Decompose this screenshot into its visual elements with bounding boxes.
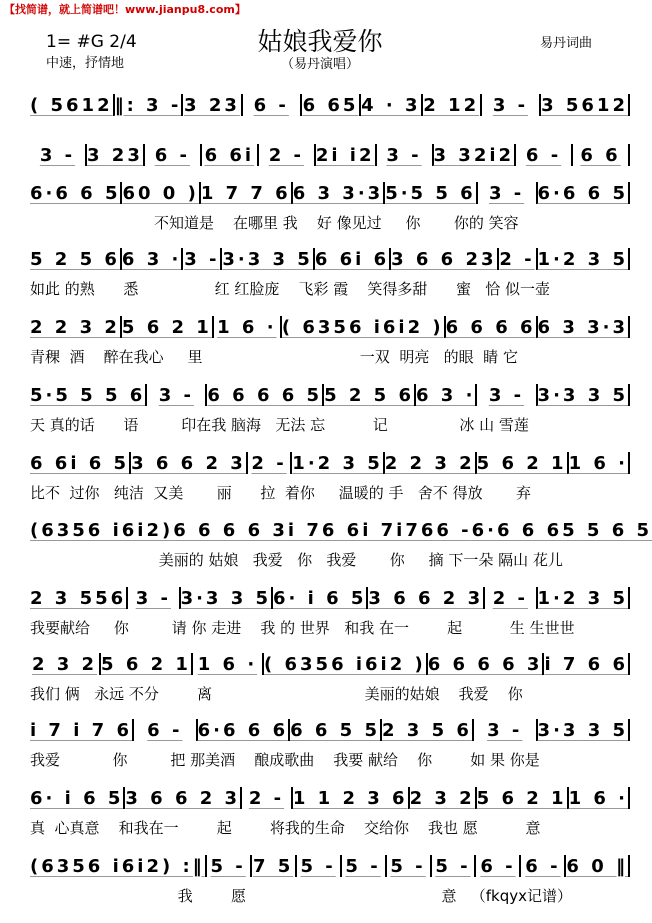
bar-line [628,144,630,166]
measure: 3·3 3 5 [537,384,629,406]
measure: 6 - [525,144,562,166]
notation-line [30,142,630,168]
measure: 1 1 2 3 6 [292,787,408,809]
measure: (6356 i6i2) :‖ [30,855,205,877]
song-title: 姑娘我爱你 [257,27,383,56]
singer: （易丹演唱） [280,57,359,72]
measure: 1·2 3 5 [292,452,383,474]
lyric-line: 我们 俩 永远 不分 离 美丽的姑娘 我爱 你 [30,685,523,703]
measure: 6·6 6 6 [471,519,563,541]
bar-line [628,653,630,675]
bar-line [628,587,630,609]
measure: 1·2 3 5 [537,587,628,609]
notation-line [30,180,630,206]
measure: 2 - [248,787,285,809]
lyric-line [30,124,630,144]
bar-line [628,248,630,270]
measure: 6 65 [302,94,359,116]
measure: 5 6 2 1 [101,653,191,675]
notation-line [30,314,630,340]
notation-line [30,651,630,677]
measure: 6 - [253,94,289,116]
measure: 1 6 · [568,787,628,809]
measure: 3 - [386,144,422,166]
measure: i 7 i 7 6 [30,719,132,741]
measure: 6 - [154,144,190,166]
measure: 3 23 [87,144,143,166]
measure: 6· i 6 5 [30,787,124,809]
measure: 3 6 6 23 [391,248,497,270]
measure: 5 - [435,855,471,877]
tempo-marking: 中速，抒情地 [46,56,125,71]
measure: 5 - [345,855,381,877]
lyric-line: 真 心真意 和我在一 起 将我的生命 交给你 我也 愿 意 [30,819,541,837]
notation-line [30,785,630,811]
measure: 2i i2 [315,144,375,166]
measure: 6 6i [204,144,255,166]
bar-line [628,182,630,204]
measure: 5 - [210,855,246,877]
measure: 5 - [390,855,426,877]
measure: 2 - [492,587,528,609]
measure: 2 3 5 6 [382,719,472,741]
measure: 6 - [147,719,183,741]
measure: 3·3 3 5 [222,248,313,270]
measure: 2 2 3 2 [30,316,120,338]
measure: 1 6 · [217,316,277,338]
measure: 6 3 · [416,384,476,406]
measure: 2 - [499,248,535,270]
measure: 1 6 · [568,452,628,474]
notation-line [30,517,652,543]
measure: 2 - [251,452,287,474]
measure: i 7i76 [362,519,437,541]
measure: 6 - [480,855,516,877]
lyric-line: 我 愿 意 （fkqyx记谱） [30,887,572,905]
measure: 6·6 6 6 [197,719,289,741]
measure: ( 6356 i6i2 ) [264,653,426,675]
measure: 3 5612 [541,94,628,116]
measure: 5·5 5 5 6 [30,384,146,406]
notation-line [30,246,630,272]
measure: 6 6 6 6 3 [173,519,288,541]
measure: ( 6356 i6i2 ) [281,316,444,338]
measure: 6 6 6 6 3 [427,653,543,675]
bar-line [628,452,630,474]
notation-line [30,717,630,743]
measure: 6 6 6 6 [445,316,536,338]
measure: 6 6 5 5 [290,719,380,741]
measure: 6 6 [580,144,621,166]
measure: 5 6 2 1 [121,316,212,338]
notation-line [30,92,630,118]
measure: 6 - [436,519,472,541]
measure: 1 7 7 6 [200,182,291,204]
measure: 3·3 3 5 [537,719,629,741]
lyric-line: 我爱 你 把 那美酒 酿成歌曲 我要 献给 你 如 果 你是 [30,751,540,769]
bar-line [628,94,630,116]
measure: 6 0 ‖ [566,855,629,877]
composer: 易丹词曲 [540,36,593,51]
bar-line [628,855,630,877]
measure: 5·5 5 6 [385,182,476,204]
lyric-line: 我要献给 你 请 你 走进 我 的 世界 和我 在一 起 生 生世世 [30,619,575,637]
lyric-line: 青稞 酒 醉在我心 里 一双 明亮 的眼 睛 它 [30,348,518,366]
measure: 1·2 3 5 [537,248,628,270]
lyric-line: 比不 过你 纯洁 又美 丽 拉 着你 温暖的 手 舍不 得放 弃 [30,484,531,502]
measure: 6 6 6 6 5 [207,384,323,406]
measure: i 7 6 6 [544,653,628,675]
measure: 5 6 2 1 [476,787,567,809]
bar-line [628,787,630,809]
measure: 3 - [488,384,525,406]
measure: 7 5 [252,855,294,877]
measure: 3 - [39,144,76,166]
measure: 3 - [135,587,171,609]
measure: 5 5 6 5 [562,519,652,541]
measure: 2 3 2 [409,787,475,809]
measure: 1 6 · [197,653,258,675]
notation-line [30,853,630,879]
measure: 4 · 3 [361,94,421,116]
measure: 3 6 6 2 3 [368,587,484,609]
measure: 6 6i 6 [314,248,390,270]
bar-line [628,719,630,741]
measure: 6· i 6 5 [273,587,367,609]
measure: 60 0 ) [122,182,199,204]
lyric-line: 美丽的 姑娘 我爱 你 我爱 你 摘 下一朵 隔山 花儿 [30,551,563,569]
measure: 6 3 3·3 [537,316,628,338]
measure: 6·6 6 5 [537,182,628,204]
key-signature: 1= #G 2/4 [46,32,137,52]
measure: 3 - [184,248,220,270]
measure: 5 2 5 6 [324,384,414,406]
measure: 2 2 3 2 [384,452,475,474]
lyric-line: 不知道是 在哪里 我 好 像见过 你 你的 笑容 [30,214,519,232]
measure: 6 3 3·3 [292,182,384,204]
bar-line [628,384,630,406]
bar-line [628,316,630,338]
measure: 6·6 6 5 [30,182,121,204]
measure: 3 - [492,94,529,116]
measure: 5 - [300,855,336,877]
measure: 3 23 [184,94,240,116]
notation-line [30,585,630,611]
notation-line [30,450,630,476]
measure: 3 - [487,719,523,741]
site-banner[interactable]: 【找简谱，就上简谱吧！www.jianpu8.com】 [4,3,246,16]
measure: 3 - [488,182,525,204]
measure: ( 5612 [30,94,113,116]
measure: 6 3 · [121,248,182,270]
notation-line [30,382,630,408]
measure: 2 3 556 [30,587,127,609]
measure: 2 3 2 [31,653,98,675]
measure: 5 6 2 1 [476,452,567,474]
measure: 6 - [525,855,561,877]
measure: 3·3 3 5 [180,587,272,609]
measure: 2 12 [423,94,480,116]
measure: 3 32i2 [433,144,515,166]
measure: 3 - [158,384,194,406]
measure: 3 6 6 2 3 [131,452,246,474]
measure: 6 6i 6 5 [30,452,130,474]
lyric-line: 如此 的熟 悉 红 红脸庞 飞彩 霞 笑得多甜 蜜 恰 似一壶 [30,280,551,298]
measure: 2 - [268,144,304,166]
measure: ‖: 3 - [114,94,182,116]
lyric-line: 天 真的话 语 印在我 脑海 无法 忘 记 冰 山 雪莲 [30,416,529,434]
measure: i 76 6 [287,519,363,541]
measure: 3 6 6 2 3 [125,787,241,809]
measure: 5 2 5 6 [30,248,120,270]
measure: (6356 i6i2) [30,519,174,541]
